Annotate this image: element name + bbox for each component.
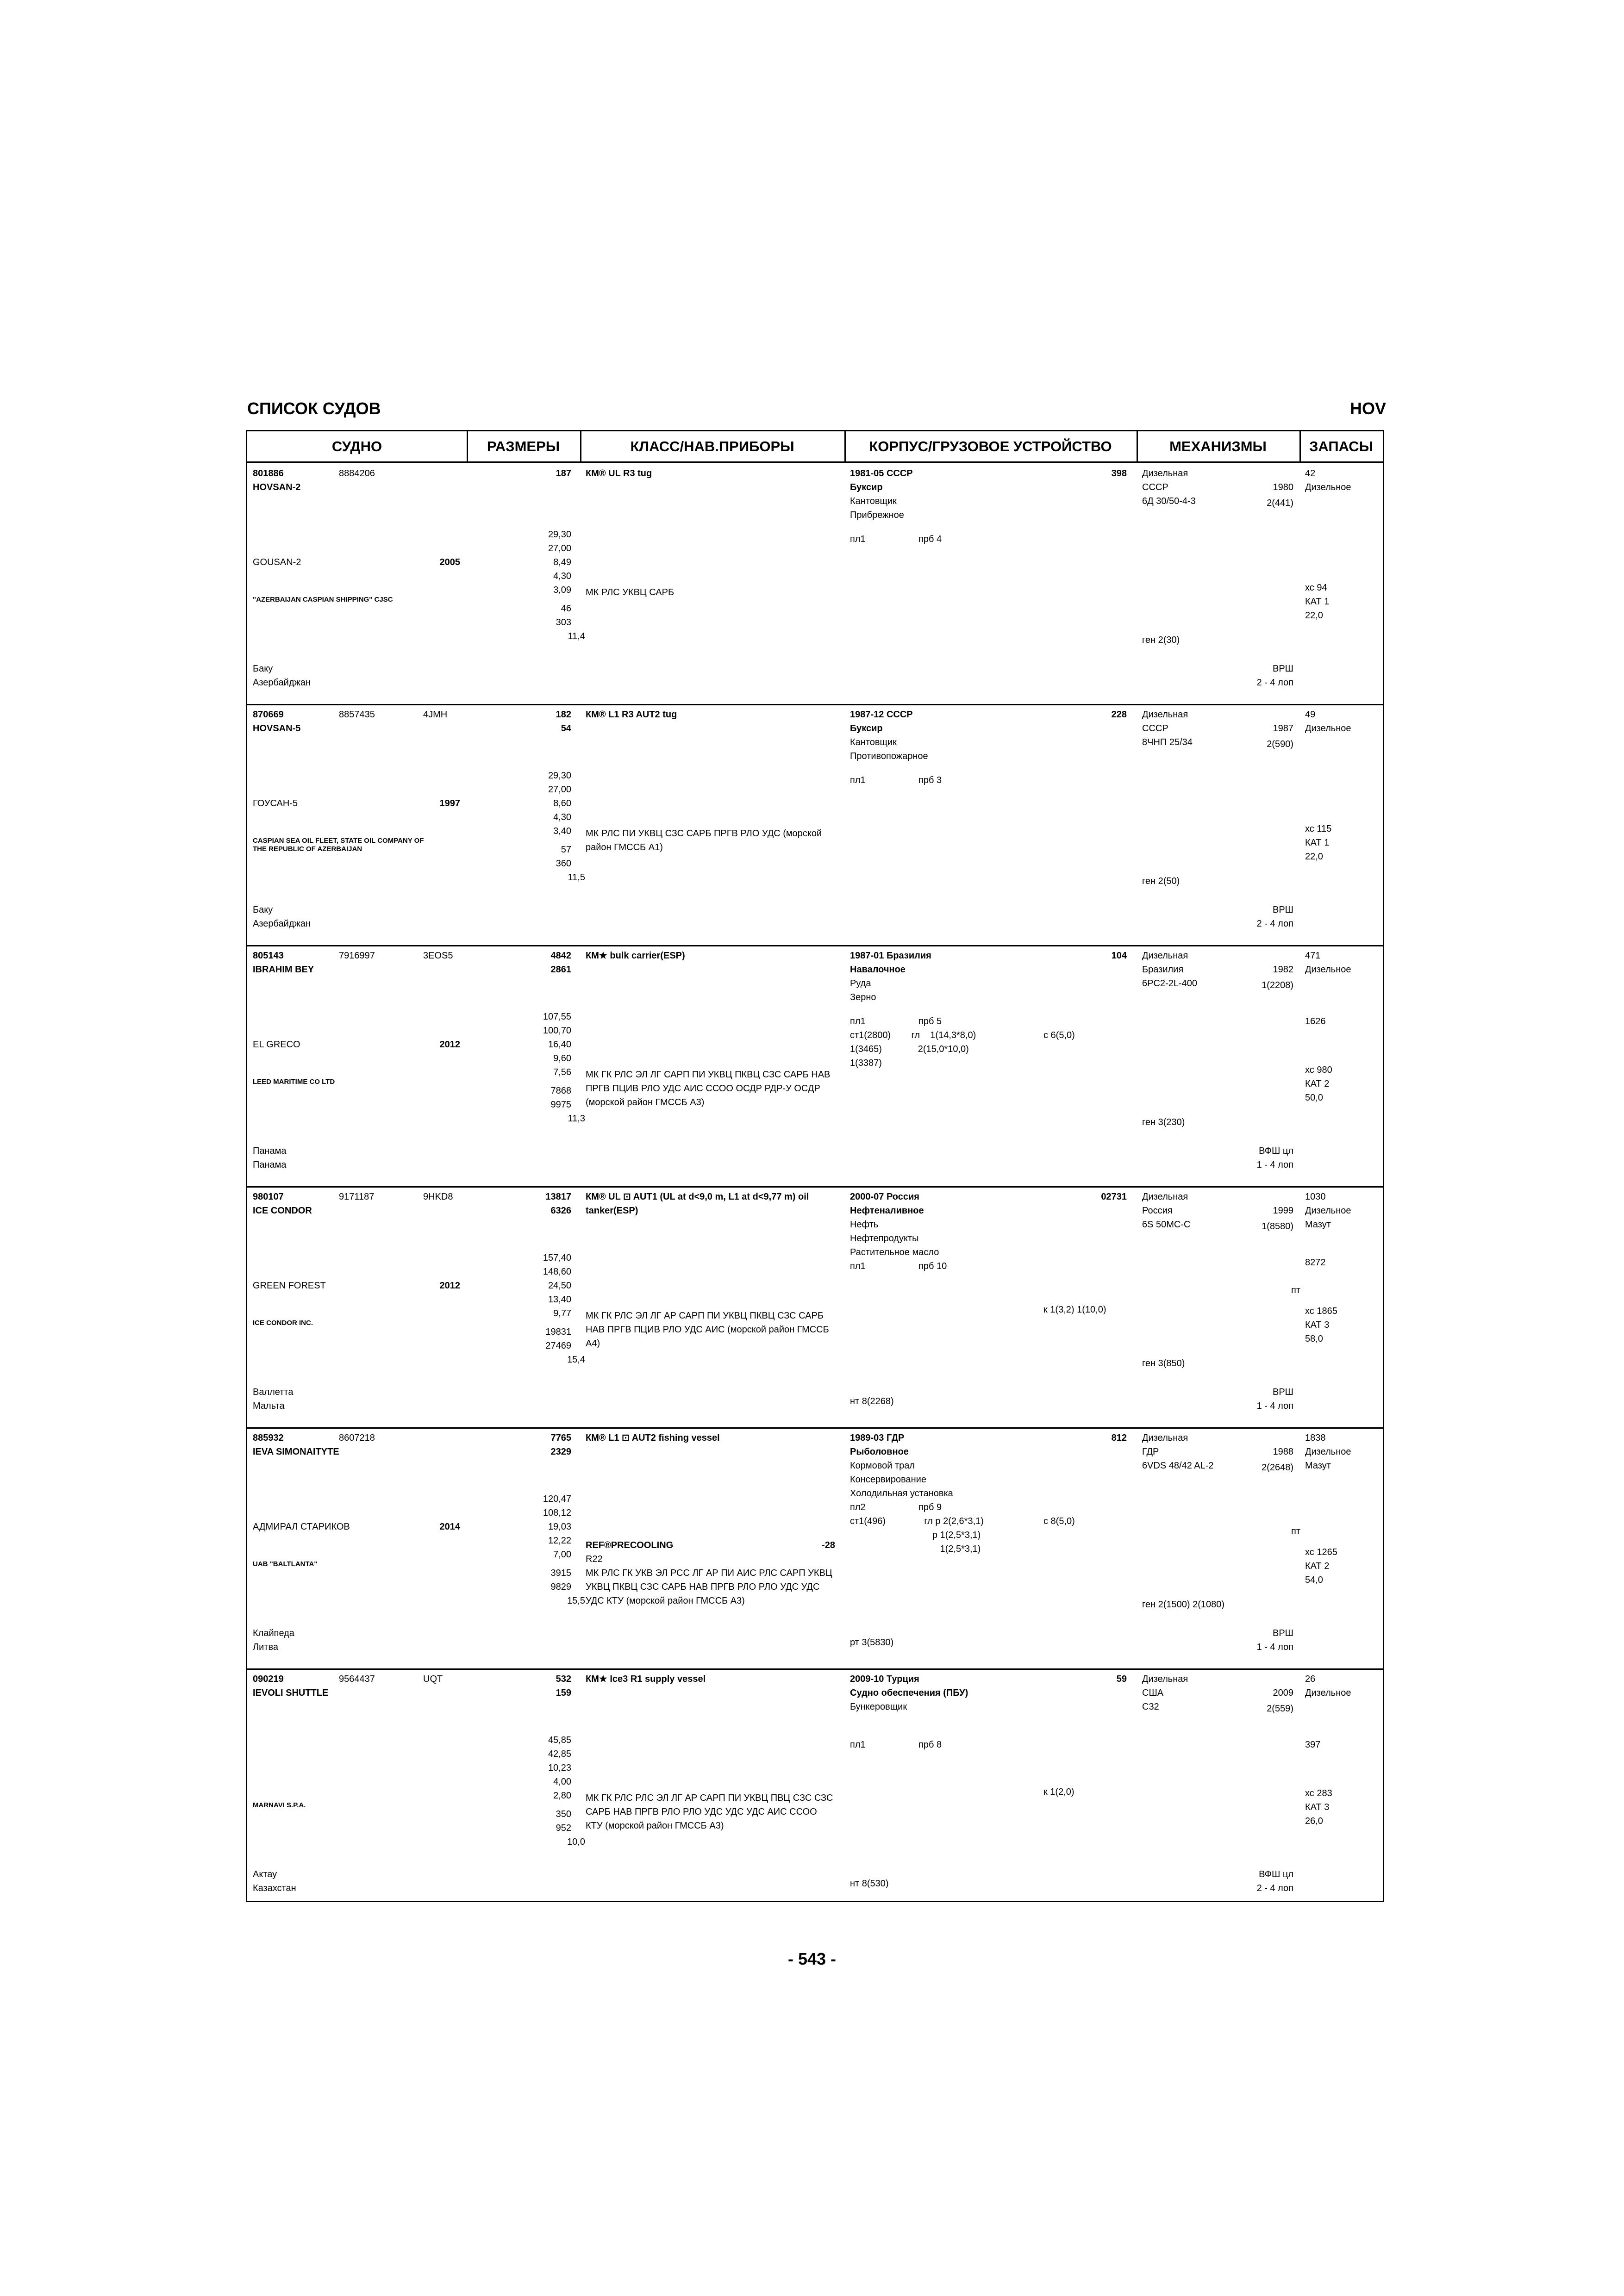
dimension-value: 8,49 <box>553 557 571 567</box>
engine-type: Дизельная <box>1142 709 1188 720</box>
cargo-holds: 1(3387) <box>850 1058 882 1068</box>
class-notation: КМ® L1 ⊡ AUT2 fishing vessel <box>586 1433 720 1443</box>
former-year: 2012 <box>439 1281 460 1291</box>
nav-equipment: МК РЛС ПИ УКВЦ СЗС САРБ ПРГВ РЛО УДС (морской район ГМССБ А1) <box>586 828 822 852</box>
fuel-pt: пт <box>1291 1526 1300 1537</box>
section-code: HOV <box>1349 399 1386 418</box>
tanks: нт 8(2268) <box>850 1396 894 1406</box>
propeller: ВРШ <box>1272 1387 1293 1397</box>
fuel-capacity: 471 <box>1305 951 1321 961</box>
nav-equipment: МК РЛС УКВЦ САРБ <box>586 587 675 597</box>
fuel-extra: Мазут <box>1305 1461 1331 1471</box>
column-header-hull: КОРПУС/ГРУЗОВОЕ УСТРОЙСТВО <box>844 431 1137 463</box>
hull-number: 104 <box>1111 951 1127 961</box>
fuel-type: Дизельное <box>1305 1688 1351 1698</box>
vessel-type: Рыболовное <box>850 1447 909 1457</box>
cargo-holds: ст1(496) гл р 2(2,6*3,1) <box>850 1516 984 1526</box>
engine-model: 6PC2-2L-400 <box>1142 978 1197 989</box>
ice-category: 54,0 <box>1305 1575 1323 1585</box>
call-sign: UQT <box>423 1674 443 1684</box>
dimension-value: 9,77 <box>553 1308 571 1319</box>
dimension-value: 19831 <box>545 1327 571 1337</box>
propeller: ВРШ <box>1272 1628 1293 1638</box>
net-tonnage: 2329 <box>550 1447 571 1457</box>
cargo-gear: к 1(3,2) 1(10,0) <box>1043 1305 1106 1315</box>
ice-category: КАТ 3 <box>1305 1802 1330 1812</box>
gross-tonnage: 4842 <box>550 951 571 961</box>
engine-year: 1982 <box>1273 964 1293 975</box>
fuel-capacity: 26 <box>1305 1674 1316 1684</box>
propeller: ВРШ <box>1272 664 1293 674</box>
cargo-holds: 1(3465) 2(15,0*10,0) <box>850 1044 969 1054</box>
dimension-value: 4,30 <box>553 812 571 822</box>
vessel-name: IBRAHIM BEY <box>253 964 314 975</box>
cargo-holds: 1(2,5*3,1) <box>850 1544 981 1554</box>
generators: ген 3(230) <box>1142 1117 1185 1127</box>
home-port: Актау <box>253 1869 277 1879</box>
ice-category: хс 1865 <box>1305 1306 1337 1316</box>
fuel-type: Дизельное <box>1305 482 1351 492</box>
fuel-type: Дизельное <box>1305 1447 1351 1457</box>
net-tonnage: 6326 <box>550 1206 571 1216</box>
page-title: СПИСОК СУДОВ <box>247 399 381 418</box>
dimension-value: 24,50 <box>548 1281 571 1291</box>
dimension-value: 57 <box>561 845 571 855</box>
ship-record <box>247 945 1383 1187</box>
class-extra-value: -28 <box>822 1540 835 1550</box>
class-notation: КМ® L1 R3 AUT2 tug <box>586 709 677 720</box>
generators: ген 3(850) <box>1142 1358 1185 1369</box>
engine-type: Дизельная <box>1142 1192 1188 1202</box>
net-tonnage: 159 <box>556 1688 571 1698</box>
former-year: 2005 <box>439 557 460 567</box>
deadweight: 303 <box>556 617 571 628</box>
engine-model: 6Д 30/50-4-3 <box>1142 496 1196 506</box>
owner: UAB "BALTLANTA" <box>253 1560 318 1568</box>
dimension-value: 27,00 <box>548 543 571 554</box>
dimension-value: 10,23 <box>548 1763 571 1773</box>
vessel-name: HOVSAN-2 <box>253 482 301 492</box>
propeller-blades: 2 - 4 лоп <box>1256 919 1293 929</box>
refrigerant: R22 <box>586 1554 603 1564</box>
vessel-purpose: Руда <box>850 978 871 989</box>
engine-country: ГДР <box>1142 1447 1159 1457</box>
fuel-type: Дизельное <box>1305 723 1351 734</box>
reg-number: 801886 <box>253 468 284 479</box>
engine-year: 1987 <box>1273 723 1293 734</box>
bulkheads: прб 8 <box>918 1740 942 1750</box>
propeller-blades: 2 - 4 лоп <box>1256 678 1293 688</box>
home-port: Баку <box>253 664 273 674</box>
dimension-value: 46 <box>561 604 571 614</box>
flag-country: Азербайджан <box>253 678 311 688</box>
engine-year: 2009 <box>1273 1688 1293 1698</box>
owner: "AZERBAIJAN CASPIAN SHIPPING" CJSC <box>253 596 393 604</box>
vessel-type: Судно обеспечения (ПБУ) <box>850 1688 968 1698</box>
imo-number: 8884206 <box>339 468 375 479</box>
dimension-value: 8,60 <box>553 798 571 809</box>
net-tonnage: 2861 <box>550 964 571 975</box>
home-port: Клайпеда <box>253 1628 294 1638</box>
hull-number: 812 <box>1111 1433 1127 1443</box>
dimension-value: 13,40 <box>548 1294 571 1305</box>
home-port: Баку <box>253 905 273 915</box>
fuel-pt: пт <box>1291 1285 1300 1295</box>
gross-tonnage: 13817 <box>545 1192 571 1202</box>
class-notation: КМ★ Ice3 R1 supply vessel <box>586 1674 706 1684</box>
decks: пл1 <box>850 534 866 544</box>
engine-power: 1(8580) <box>1262 1221 1293 1232</box>
dimension-value: 29,30 <box>548 771 571 781</box>
deadweight: 952 <box>556 1823 571 1833</box>
deadweight: 9829 <box>550 1582 571 1592</box>
fuel-type: Дизельное <box>1305 964 1351 975</box>
deadweight: 360 <box>556 859 571 869</box>
ice-category: 22,0 <box>1305 852 1323 862</box>
dimension-value: 27,00 <box>548 784 571 795</box>
nav-equipment: МК ГК РЛС ЭЛ ЛГ АР САРП ПИ УКВЦ ПКВЦ СЗС САРБ НАВ ПРГВ ПЦИВ РЛО УДС АИС (морской район ГМССБ А4) <box>586 1311 829 1349</box>
engine-year: 1980 <box>1273 482 1293 492</box>
deadweight: 9975 <box>550 1100 571 1110</box>
dimension-value: 107,55 <box>543 1012 571 1022</box>
class-notation: КМ® UL R3 tug <box>586 468 652 479</box>
speed: 11,4 <box>568 631 585 641</box>
engine-power: 2(2648) <box>1262 1462 1293 1473</box>
generators: ген 2(1500) 2(1080) <box>1142 1599 1225 1610</box>
gross-tonnage: 182 <box>556 709 571 720</box>
tanks: рт 3(5830) <box>850 1637 894 1648</box>
propeller: ВФШ цл <box>1259 1146 1293 1156</box>
dimension-value: 120,47 <box>543 1494 571 1504</box>
reg-number: 805143 <box>253 951 284 961</box>
ice-category: хс 980 <box>1305 1065 1332 1075</box>
vessel-type: Нефтеналивное <box>850 1206 924 1216</box>
former-name: EL GRECO <box>253 1039 300 1050</box>
home-port: Валлетта <box>253 1387 294 1397</box>
former-year: 2012 <box>439 1039 460 1050</box>
hull-number: 02731 <box>1101 1192 1127 1202</box>
ice-category: КАТ 1 <box>1305 597 1330 607</box>
owner: LEED MARITIME CO LTD <box>253 1078 335 1086</box>
ice-category: 26,0 <box>1305 1816 1323 1826</box>
gross-tonnage: 187 <box>556 468 571 479</box>
engine-year: 1988 <box>1273 1447 1293 1457</box>
build-year-country: 1981-05 СССР <box>850 468 913 479</box>
column-header-machinery: МЕХАНИЗМЫ <box>1137 431 1299 463</box>
dimension-value: 100,70 <box>543 1026 571 1036</box>
class-notation: КМ® UL ⊡ AUT1 (UL at d<9,0 m, L1 at d<9,77 m) oil tanker(ESP) <box>586 1192 809 1216</box>
speed: 15,4 <box>567 1355 585 1365</box>
nav-equipment: МК РЛС ГК УКВ ЭЛ РСС ЛГ АР ПИ АИС РЛС САРП УКВЦ УКВЦ ПКВЦ СЗС САРБ НАВ ПРГВ РЛО РЛО УДС УДС УДС КТУ (морской район ГМССБ А3) <box>586 1568 832 1606</box>
imo-number: 8857435 <box>339 709 375 720</box>
column-header-vessel: СУДНО <box>247 431 467 463</box>
cargo-holds: р 1(2,5*3,1) <box>850 1530 981 1540</box>
home-port: Панама <box>253 1146 287 1156</box>
bulkheads: прб 4 <box>918 534 942 544</box>
engine-type: Дизельная <box>1142 468 1188 479</box>
engine-type: Дизельная <box>1142 1433 1188 1443</box>
dimension-value: 19,03 <box>548 1522 571 1532</box>
dimension-value: 7868 <box>550 1086 571 1096</box>
former-name: GOUSAN-2 <box>253 557 301 567</box>
engine-country: СССР <box>1142 723 1168 734</box>
ice-category: хс 115 <box>1305 824 1332 834</box>
owner: MARNAVI S.P.A. <box>253 1801 306 1809</box>
ice-category: КАТ 2 <box>1305 1561 1330 1571</box>
engine-country: Бразилия <box>1142 964 1184 975</box>
dimension-value: 45,85 <box>548 1735 571 1745</box>
ice-category: 22,0 <box>1305 610 1323 621</box>
fuel-capacity: 1030 <box>1305 1192 1326 1202</box>
tanks: нт 8(530) <box>850 1879 889 1889</box>
owner: CASPIAN SEA OIL FLEET, STATE OIL COMPANY OF THE REPUBLIC OF AZERBAIJAN <box>253 837 424 853</box>
speed: 11,3 <box>568 1114 585 1124</box>
gross-tonnage: 532 <box>556 1674 571 1684</box>
vessel-name: IEVA SIMONAITYTE <box>253 1447 339 1457</box>
speed: 15,5 <box>567 1596 585 1606</box>
ice-category: КАТ 2 <box>1305 1079 1330 1089</box>
fuel-type: Дизельное <box>1305 1206 1351 1216</box>
imo-number: 9171187 <box>339 1192 375 1202</box>
fuel-extra: 397 <box>1305 1740 1321 1750</box>
vessel-purpose: Кормовой трал <box>850 1461 915 1471</box>
reg-number: 870669 <box>253 709 284 720</box>
fuel-capacity: 1838 <box>1305 1433 1326 1443</box>
gross-tonnage: 7765 <box>550 1433 571 1443</box>
page-number: - 543 - <box>787 1949 837 1968</box>
cargo-gear: к 1(2,0) <box>1043 1787 1074 1797</box>
deadweight: 27469 <box>545 1341 571 1351</box>
engine-model: 8ЧНП 25/34 <box>1142 737 1193 747</box>
class-notation: КМ★ bulk carrier(ESP) <box>586 951 685 961</box>
reg-number: 090219 <box>253 1674 284 1684</box>
flag-country: Казахстан <box>253 1883 296 1893</box>
build-year-country: 1989-03 ГДР <box>850 1433 905 1443</box>
engine-country: СССР <box>1142 482 1168 492</box>
decks: пл1 <box>850 775 866 785</box>
propeller-blades: 1 - 4 лоп <box>1256 1401 1293 1411</box>
build-year-country: 1987-12 СССР <box>850 709 913 720</box>
vessel-name: HOVSAN-5 <box>253 723 301 734</box>
engine-type: Дизельная <box>1142 1674 1188 1684</box>
fuel-capacity: 49 <box>1305 709 1316 720</box>
hull-number: 398 <box>1111 468 1127 479</box>
column-header-class: КЛАСС/НАВ.ПРИБОРЫ <box>580 431 844 463</box>
ship-record <box>247 704 1383 946</box>
decks: пл2 <box>850 1502 866 1512</box>
hull-number: 228 <box>1111 709 1127 720</box>
imo-number: 9564437 <box>339 1674 375 1684</box>
vessel-purpose: Кантовщик <box>850 737 897 747</box>
flag-country: Азербайджан <box>253 919 311 929</box>
class-extra: REF®PRECOOLING <box>586 1540 674 1550</box>
vessel-purpose: Растительное масло <box>850 1247 939 1257</box>
vessel-type: Буксир <box>850 482 883 492</box>
propeller-blades: 2 - 4 лоп <box>1256 1883 1293 1893</box>
dimension-value: 7,00 <box>553 1549 571 1560</box>
speed: 10,0 <box>567 1837 585 1847</box>
decks: пл1 <box>850 1261 866 1271</box>
nav-equipment: МК ГК РЛС РЛС ЭЛ ЛГ АР САРП ПИ УКВЦ ПВЦ СЗС СЗС САРБ НАВ ПРГВ РЛО РЛО УДС УДС УДС АИС ССОО КТУ (морской район ГМССБ А3) <box>586 1793 833 1831</box>
build-year-country: 1987-01 Бразилия <box>850 951 931 961</box>
dimension-value: 29,30 <box>548 529 571 540</box>
fuel-capacity: 42 <box>1305 468 1316 479</box>
dimension-value: 108,12 <box>543 1508 571 1518</box>
decks: пл1 <box>850 1740 866 1750</box>
speed: 11,5 <box>568 872 585 883</box>
engine-power: 1(2208) <box>1262 980 1293 990</box>
generators: ген 2(30) <box>1142 635 1180 645</box>
fuel-extra: 1626 <box>1305 1016 1326 1027</box>
ice-category: хс 94 <box>1305 583 1327 593</box>
flag-country: Литва <box>253 1642 278 1652</box>
flag-country: Мальта <box>253 1401 285 1411</box>
reg-number: 885932 <box>253 1433 284 1443</box>
bulkheads: прб 9 <box>918 1502 942 1512</box>
dimension-value: 7,56 <box>553 1067 571 1077</box>
hull-number: 59 <box>1116 1674 1127 1684</box>
imo-number: 7916997 <box>339 951 375 961</box>
cargo-gear: с 6(5,0) <box>1043 1030 1075 1040</box>
vessel-purpose: Противопожарное <box>850 751 928 761</box>
ship-list-table <box>246 430 1384 1902</box>
ice-category: КАТ 1 <box>1305 838 1330 848</box>
engine-power: 2(559) <box>1267 1704 1293 1714</box>
decks: пл1 <box>850 1016 866 1027</box>
ice-category: КАТ 3 <box>1305 1320 1330 1330</box>
owner: ICE CONDOR INC. <box>253 1319 313 1327</box>
vessel-purpose: Нефть <box>850 1220 879 1230</box>
engine-country: Россия <box>1142 1206 1173 1216</box>
former-name: GREEN FOREST <box>253 1281 326 1291</box>
dimension-value: 2,80 <box>553 1791 571 1801</box>
ice-category: хс 1265 <box>1305 1547 1337 1557</box>
engine-type: Дизельная <box>1142 951 1188 961</box>
dimension-value: 4,00 <box>553 1777 571 1787</box>
generators: ген 2(50) <box>1142 876 1180 886</box>
column-header-stores: ЗАПАСЫ <box>1299 431 1383 463</box>
ice-category: 50,0 <box>1305 1093 1323 1103</box>
dimension-value: 42,85 <box>548 1749 571 1759</box>
bulkheads: прб 3 <box>918 775 942 785</box>
dimension-value: 12,22 <box>548 1536 571 1546</box>
nav-equipment: МК ГК РЛС ЭЛ ЛГ САРП ПИ УКВЦ ПКВЦ СЗС САРБ НАВ ПРГВ ПЦИВ РЛО УДС АИС ССОО ОСДР РДР-У ОСДР (морской район ГМССБ А3) <box>586 1070 831 1108</box>
vessel-purpose: Бункеровщик <box>850 1702 907 1712</box>
ship-record <box>247 1186 1383 1428</box>
propeller-blades: 1 - 4 лоп <box>1256 1642 1293 1652</box>
dimension-value: 350 <box>556 1809 571 1819</box>
propeller: ВФШ цл <box>1259 1869 1293 1879</box>
propeller: ВРШ <box>1272 905 1293 915</box>
former-name: ГОУСАН-5 <box>253 798 298 809</box>
build-year-country: 2000-07 Россия <box>850 1192 919 1202</box>
call-sign: 9HKD8 <box>423 1192 453 1202</box>
vessel-purpose: Нефтепродукты <box>850 1233 919 1244</box>
ship-record <box>247 463 1383 704</box>
vessel-name: ICE CONDOR <box>253 1206 312 1216</box>
dimension-value: 16,40 <box>548 1039 571 1050</box>
vessel-purpose: Холодильная установка <box>850 1488 953 1499</box>
dimension-value: 157,40 <box>543 1253 571 1263</box>
call-sign: 3EOS5 <box>423 951 453 961</box>
propeller-blades: 1 - 4 лоп <box>1256 1160 1293 1170</box>
reg-number: 980107 <box>253 1192 284 1202</box>
engine-year: 1999 <box>1273 1206 1293 1216</box>
cargo-gear: с 8(5,0) <box>1043 1516 1075 1526</box>
vessel-name: IEVOLI SHUTTLE <box>253 1688 329 1698</box>
vessel-type: Навалочное <box>850 964 906 975</box>
ice-category: 58,0 <box>1305 1334 1323 1344</box>
ice-category: хс 283 <box>1305 1788 1332 1798</box>
engine-model: 6S 50MC-C <box>1142 1220 1191 1230</box>
bulkheads: прб 10 <box>918 1261 947 1271</box>
dimension-value: 3,09 <box>553 585 571 595</box>
vessel-purpose: Кантовщик <box>850 496 897 506</box>
vessel-type: Буксир <box>850 723 883 734</box>
cargo-holds: ст1(2800) гл 1(14,3*8,0) <box>850 1030 976 1040</box>
engine-model: 6VDS 48/42 AL-2 <box>1142 1461 1214 1471</box>
former-year: 2014 <box>439 1522 460 1532</box>
imo-number: 8607218 <box>339 1433 375 1443</box>
former-year: 1997 <box>439 798 460 809</box>
vessel-purpose: Консервирование <box>850 1475 926 1485</box>
fuel-extra: 8272 <box>1305 1257 1326 1268</box>
former-name: АДМИРАЛ СТАРИКОВ <box>253 1522 350 1532</box>
vessel-purpose: Прибрежное <box>850 510 904 520</box>
fuel-extra: Мазут <box>1305 1220 1331 1230</box>
column-header-dimensions: РАЗМЕРЫ <box>467 431 580 463</box>
dimension-value: 4,30 <box>553 571 571 581</box>
flag-country: Панама <box>253 1160 287 1170</box>
vessel-purpose: Зерно <box>850 992 876 1002</box>
dimension-value: 3,40 <box>553 826 571 836</box>
net-tonnage: 54 <box>561 723 571 734</box>
engine-power: 2(590) <box>1267 739 1293 749</box>
build-year-country: 2009-10 Турция <box>850 1674 919 1684</box>
dimension-value: 148,60 <box>543 1267 571 1277</box>
ship-record <box>247 1668 1383 1910</box>
call-sign: 4JMH <box>423 709 448 720</box>
dimension-value: 9,60 <box>553 1053 571 1064</box>
ship-record <box>247 1427 1383 1669</box>
bulkheads: прб 5 <box>918 1016 942 1027</box>
engine-power: 2(441) <box>1267 498 1293 508</box>
dimension-value: 3915 <box>550 1568 571 1578</box>
engine-country: США <box>1142 1688 1164 1698</box>
engine-model: C32 <box>1142 1702 1159 1712</box>
